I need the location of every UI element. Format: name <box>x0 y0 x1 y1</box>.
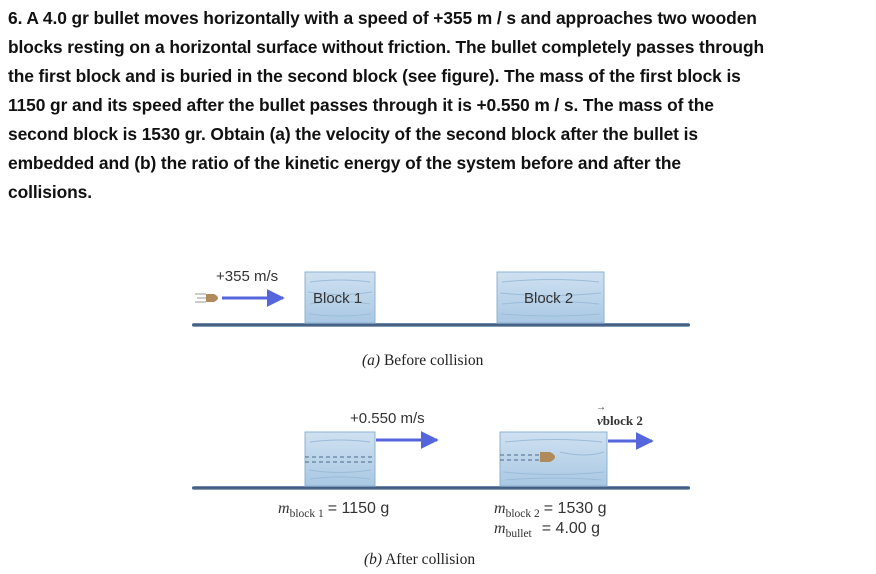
caption-before-text: Before collision <box>383 352 484 369</box>
block-1-after <box>305 432 375 486</box>
caption-before <box>362 352 483 370</box>
problem-line-5: second block is 1530 gr. Obtain (a) the velocity of the second block after the bullet is <box>8 124 698 144</box>
m-block-2-sym: m <box>494 500 506 517</box>
v-block-2-label <box>596 402 643 429</box>
vector-arrow-icon: → <box>596 402 606 413</box>
problem-line-3: the first block and is buried in the second block (see figure). The mass of the first block is <box>8 66 741 86</box>
m-block-1-label <box>278 500 389 520</box>
m-block-2-label <box>494 500 606 520</box>
caption-after <box>364 551 475 569</box>
m-block-2-sub: block 2 <box>505 508 540 520</box>
m-block-1-sub: block 1 <box>289 508 324 520</box>
problem-line-1: 6. A 4.0 gr bullet moves horizontally with a speed of +355 m / s and approaches two wooden <box>8 8 757 28</box>
bullet-before <box>195 294 218 302</box>
v-block-2-sub: block 2 <box>602 413 643 428</box>
problem-line-7: collisions. <box>8 182 92 202</box>
m-bullet-sym: m <box>494 520 506 537</box>
block-2-label: Block 2 <box>524 290 574 307</box>
problem-line-4: 1150 gr and its speed after the bullet passes through it is +0.550 m / s. The mass of the <box>8 95 714 115</box>
block-1-label: Block 1 <box>313 290 363 307</box>
bullet-speed-label: +355 m/s <box>216 268 279 285</box>
caption-before-letter: (a) <box>362 352 381 369</box>
caption-after-letter: (b) <box>364 551 383 568</box>
block-1-speed-label: +0.550 m/s <box>350 410 425 427</box>
block-2-after <box>500 432 607 486</box>
m-bullet-sub: bullet <box>505 528 532 540</box>
m-bullet-label <box>494 520 600 540</box>
m-bullet-value: = 4.00 g <box>541 520 601 537</box>
v-symbol: v <box>597 413 603 428</box>
surface-before <box>192 323 690 327</box>
surface-after <box>192 486 690 490</box>
m-block-2-value: = 1530 g <box>543 500 607 517</box>
problem-line-2: blocks resting on a horizontal surface without friction. The bullet completely passes through <box>8 37 764 57</box>
scene-after <box>192 432 690 490</box>
caption-after-text: After collision <box>385 551 476 568</box>
m-block-1-sym: m <box>278 500 290 517</box>
problem-line-6: embedded and (b) the ratio of the kinetic energy of the system before and after the <box>8 153 681 173</box>
m-block-1-value: = 1150 g <box>327 500 390 517</box>
